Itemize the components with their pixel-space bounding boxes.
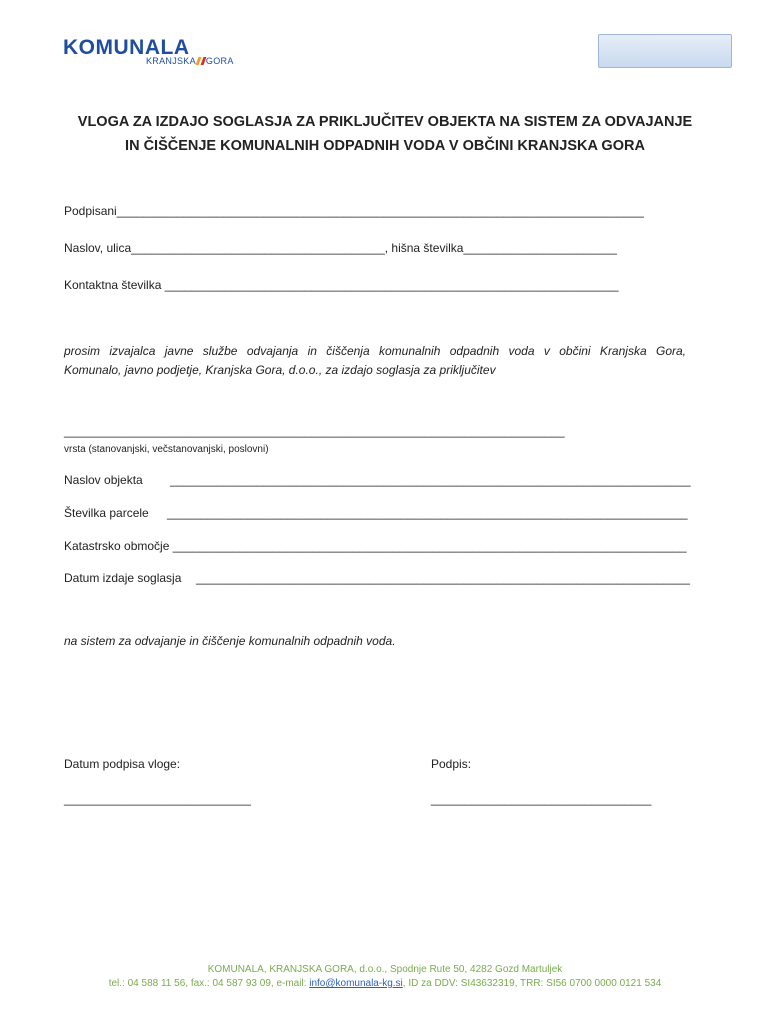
podpisani-field[interactable]: Podpisani_______________________________________________________________________________ xyxy=(64,204,644,218)
closing-text: na sistem za odvajanje in čiščenje komunalnih odpadnih voda. xyxy=(64,634,396,648)
datum-izdaje-label: Datum izdaje soglasja xyxy=(64,571,182,585)
datum-izdaje-field[interactable]: __________________________________________________________________________ xyxy=(196,571,690,585)
footer-contact-suffix: , ID za DDV: SI43632319, TRR: SI56 0700 0000 0121 534 xyxy=(402,978,662,989)
datum-podpisa-field[interactable]: ____________________________ xyxy=(64,792,251,806)
request-text-line2: Komunalo, javno podjetje, Kranjska Gora, d.o.o., za izdajo soglasja za priključitev xyxy=(64,363,496,377)
document-title-line2: IN ČIŠČENJE KOMUNALNIH ODPADNIH VODA V OBČINI KRANJSKA GORA xyxy=(125,138,645,154)
document-title-line1: VLOGA ZA IZDAJO SOGLASJA ZA PRIKLJUČITEV OBJEKTA NA SISTEM ZA ODVAJANJE xyxy=(77,114,693,130)
footer-contact-prefix: tel.: 04 588 11 56, fax.: 04 587 93 09, e-mail: xyxy=(108,978,310,989)
vrsta-hint: vrsta (stanovanjski, večstanovanjski, poslovni) xyxy=(64,444,269,455)
logo-sub-left: KRANJSKA xyxy=(146,56,196,66)
naslov-field[interactable]: Naslov, ulica______________________________________, hišna številka_______________________ xyxy=(64,241,617,255)
logo-sub-right: GORA xyxy=(205,56,234,66)
datum-podpisa-label: Datum podpisa vloge: xyxy=(64,757,181,771)
kontakt-field[interactable]: Kontaktna številka ____________________________________________________________________ xyxy=(64,278,619,292)
parcela-field[interactable]: ______________________________________________________________________________ xyxy=(167,506,688,520)
footer-address: KOMUNALA, KRANJSKA GORA, d.o.o., Spodnje Rute 50, 4282 Gozd Martuljek xyxy=(207,964,563,975)
logo-subtitle xyxy=(146,56,234,66)
naslov-objekta-field[interactable]: ______________________________________________________________________________ xyxy=(170,473,691,487)
footer-contact xyxy=(0,978,770,989)
corner-stamp-box xyxy=(598,34,732,68)
podpis-field[interactable]: _________________________________ xyxy=(431,792,652,806)
parcela-label: Številka parcele xyxy=(64,506,149,520)
podpis-label: Podpis: xyxy=(431,757,472,771)
request-text-line1: prosim izvajalca javne službe odvajanja in čiščenja komunalnih odpadnih voda v občini Kranjska Gora, xyxy=(64,344,686,358)
footer-email-link[interactable]: info@komunala-kg.si xyxy=(309,978,403,989)
vrsta-field[interactable]: ___________________________________________________________________________ xyxy=(64,424,565,438)
logo-wordmark: KOMUNALA xyxy=(63,36,190,59)
katastrsko-field[interactable]: Katastrsko območje _____________________________________________________________________________ xyxy=(64,539,687,553)
naslov-objekta-label: Naslov objekta xyxy=(64,473,143,487)
